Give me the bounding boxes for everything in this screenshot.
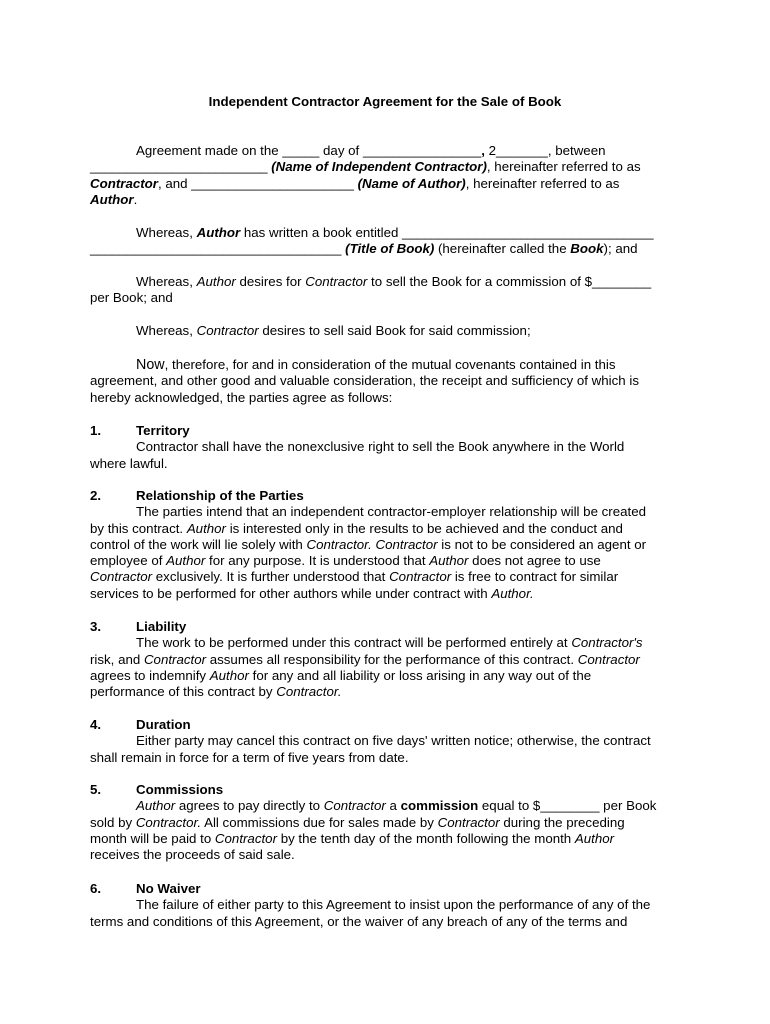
now-line: hereby acknowledged, the parties agree as follows:: [90, 389, 393, 405]
intro-line: ________________________ (Name of Independent Contractor), hereinafter referred to as: [90, 159, 641, 175]
section-heading: 4. Duration: [90, 717, 191, 732]
section-line: where lawful.: [90, 455, 168, 471]
intro-line: Contractor, and ______________________ (Name of Author), hereinafter referred to as: [90, 175, 620, 191]
section-line: receives the proceeds of said sale.: [90, 847, 295, 863]
intro-line: Agreement made on the _____ day of ________________, 2_______, between: [136, 143, 606, 158]
section-line: terms and conditions of this Agreement, or the waiver of any breach of any of the terms and: [90, 913, 628, 929]
section-line: The parties intend that an independent contractor-employer relationship will be created: [136, 504, 647, 520]
whereas-paragraph-2: [90, 274, 690, 307]
whereas-line: Whereas, Author desires for Contractor to sell the Book for a commission of $________: [136, 274, 652, 289]
section-relationship: [90, 488, 690, 602]
now-line: Now, therefore, for and in consideration of the mutual covenants contained in this: [136, 357, 616, 373]
section-heading: 3. Liability: [90, 619, 187, 634]
section-line: by this contract. Author is interested only in the results to be achieved and the conduct and: [90, 520, 623, 536]
section-no-waiver: [90, 881, 690, 930]
section-line: The work to be performed under this contract will be performed entirely at Contractor's: [136, 635, 643, 651]
now-therefore-paragraph: [90, 357, 690, 406]
section-line: The failure of either party to this Agreement to insist upon the performance of any of the: [136, 897, 651, 913]
section-line: month will be paid to Contractor by the tenth day of the month following the month Author: [90, 830, 615, 846]
section-commissions: [90, 782, 690, 863]
section-liability: [90, 619, 690, 700]
section-heading: 6. No Waiver: [90, 881, 201, 896]
section-heading: 2. Relationship of the Parties: [90, 488, 304, 503]
section-line: shall remain in force for a term of five years from date.: [90, 749, 409, 765]
section-heading: 1. Territory: [90, 423, 190, 438]
whereas-line: Whereas, Author has written a book entitled __________________________________: [136, 225, 654, 240]
section-line: control of the work will lie solely with Contractor. Contractor is not to be considered an agent or: [90, 536, 647, 552]
document-title: Independent Contractor Agreement for the Sale of Book: [208, 94, 562, 109]
whereas-paragraph-1: [90, 225, 690, 258]
section-line: agrees to indemnify Author for any and all liability or loss arising in any way out of the: [90, 667, 592, 683]
section-heading: 5. Commissions: [90, 782, 224, 797]
section-line: Contractor shall have the nonexclusive right to sell the Book anywhere in the World: [136, 439, 625, 455]
whereas-line: Whereas, Contractor desires to sell said Book for said commission;: [136, 323, 531, 338]
section-line: services to be performed for other authors while under contract with Author.: [90, 585, 534, 601]
whereas-line: per Book; and: [90, 290, 173, 306]
section-line: risk, and Contractor assumes all responsibility for the performance of this contract. Contractor: [90, 651, 640, 667]
now-line: agreement, and other good and valuable consideration, the receipt and sufficiency of which is: [90, 373, 639, 389]
section-line: performance of this contract by Contractor.: [90, 684, 342, 700]
intro-paragraph: [90, 143, 690, 208]
section-line: Contractor exclusively. It is further understood that Contractor is free to contract for similar: [90, 569, 619, 585]
section-line: sold by Contractor. All commissions due for sales made by Contractor during the preceding: [90, 814, 625, 830]
section-territory: [90, 423, 690, 472]
section-duration: [90, 717, 690, 766]
intro-line: Author.: [90, 191, 138, 207]
whereas-paragraph-3: [90, 323, 690, 339]
whereas-line: __________________________________ (Title of Book) (hereinafter called the Book); and: [90, 241, 638, 257]
section-line: Either party may cancel this contract on five days' written notice; otherwise, the contract: [136, 733, 651, 749]
section-line: Author agrees to pay directly to Contractor a commission equal to $________ per Book: [136, 798, 657, 814]
section-line: employee of Author for any purpose. It is understood that Author does not agree to use: [90, 553, 601, 569]
